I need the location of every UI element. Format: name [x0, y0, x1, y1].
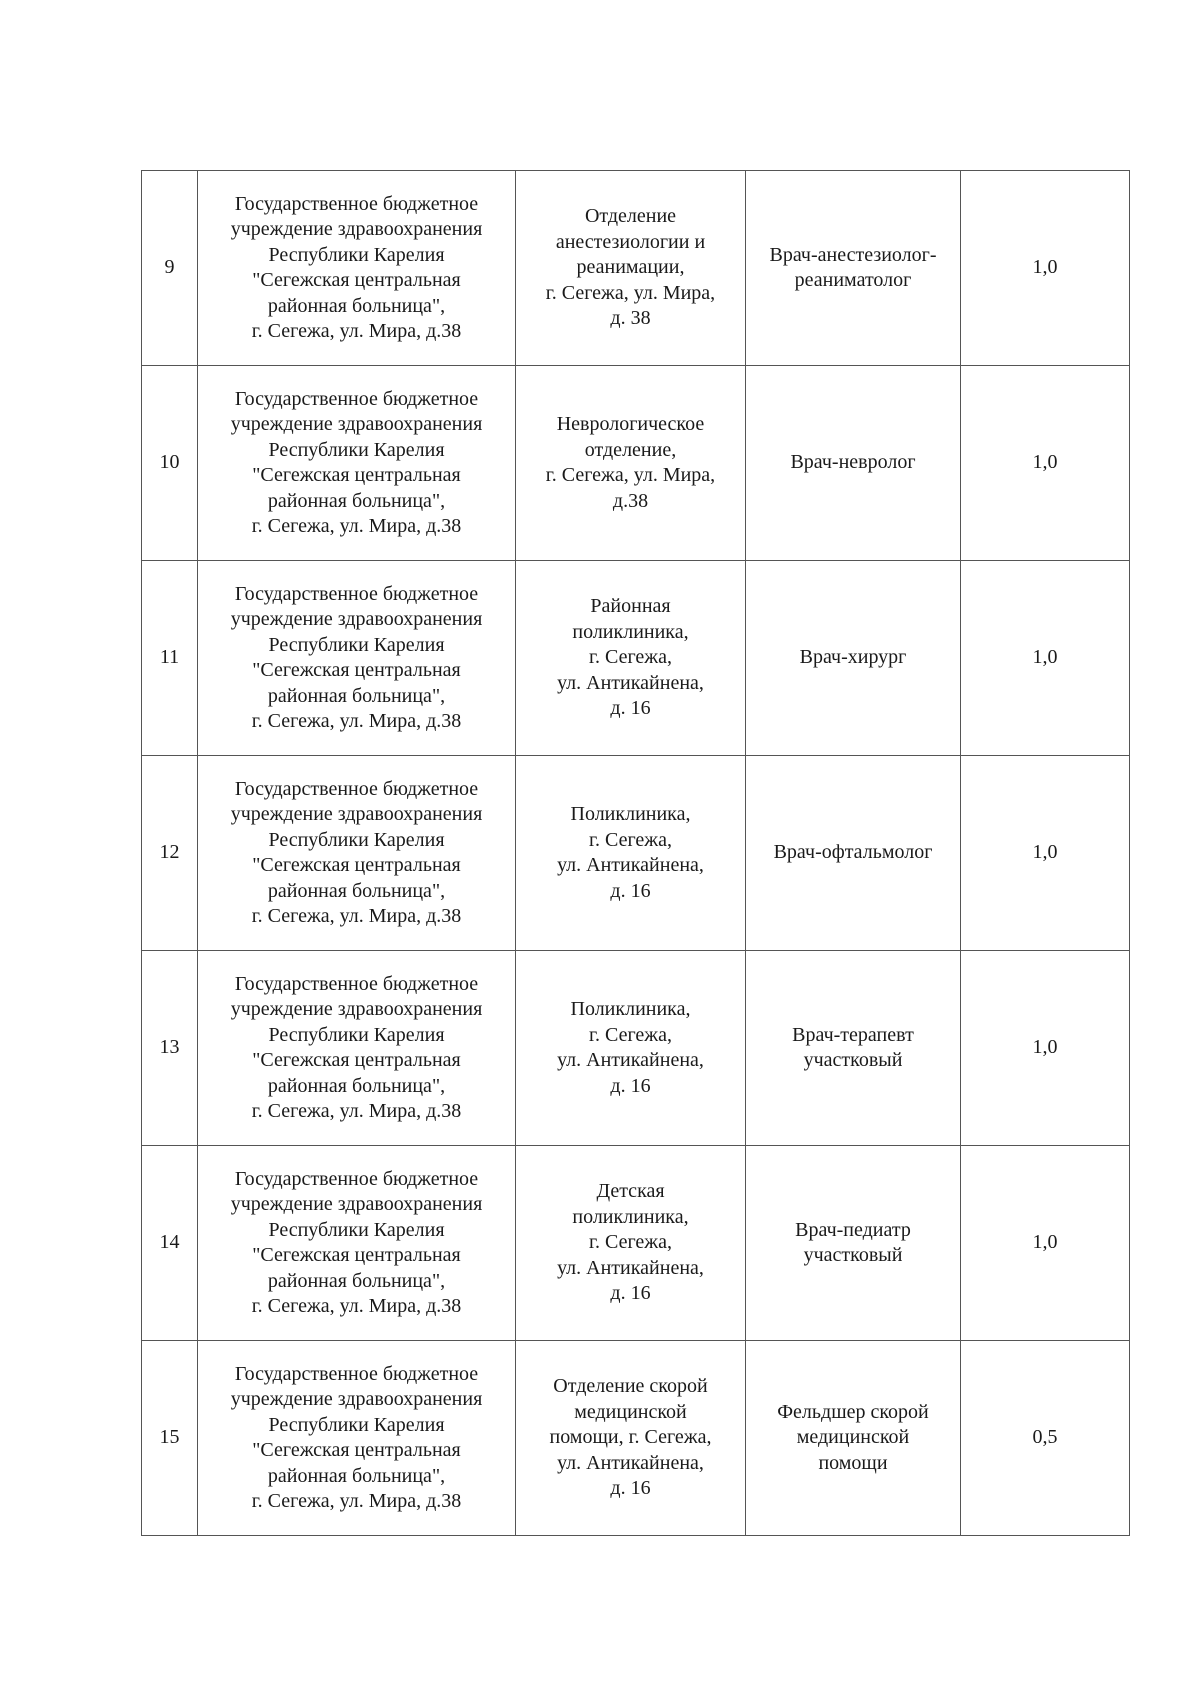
organization-cell-line: г. Сегежа, ул. Мира, д.38: [251, 710, 462, 732]
organization-cell-line: г. Сегежа, ул. Мира, д.38: [251, 1100, 462, 1122]
organization-cell-line: Республики Карелия: [268, 1413, 445, 1436]
department-cell-line: Отделение: [584, 205, 677, 228]
rate-cell: 1,0: [961, 1146, 1130, 1341]
position-cell-lines: [754, 1218, 952, 1269]
organization-cell-lines: [206, 972, 507, 1125]
department-cell-line: г. Сегежа,: [589, 828, 672, 851]
department-cell-line: ул. Антикайнена,: [557, 1256, 704, 1279]
department-cell: [516, 1341, 746, 1536]
table-body: [142, 171, 1130, 1536]
organization-cell-line: районная больница",: [267, 1464, 446, 1487]
rate-cell: 1,0: [961, 366, 1130, 561]
position-cell: [746, 1341, 961, 1536]
table-row: [142, 561, 1130, 756]
row-number-cell: 10: [142, 366, 198, 561]
department-cell-line: отделение,: [584, 438, 677, 461]
organization-cell-line: районная больница",: [267, 684, 446, 707]
organization-cell-line: "Сегежская центральная: [252, 854, 461, 876]
department-cell: [516, 951, 746, 1146]
table-row: [142, 756, 1130, 951]
organization-cell-line: "Сегежская центральная: [252, 1439, 461, 1461]
organization-cell-line: районная больница",: [267, 294, 446, 317]
department-cell-lines: [524, 412, 737, 514]
organization-cell-line: Государственное бюджетное: [234, 1362, 479, 1385]
department-cell-line: Поликлиника,: [570, 803, 691, 825]
position-cell: [746, 1146, 961, 1341]
table-row: [142, 951, 1130, 1146]
organization-cell-line: Республики Карелия: [268, 243, 445, 266]
organization-cell-lines: [206, 582, 507, 735]
vacancy-table: [141, 170, 1130, 1536]
department-cell-line: д. 16: [610, 1074, 651, 1097]
position-cell-line: участковый: [803, 1244, 903, 1266]
department-cell-lines: [524, 1179, 737, 1307]
department-cell-line: ул. Антикайнена,: [557, 1049, 704, 1071]
row-number-cell: 11: [142, 561, 198, 756]
organization-cell-line: Республики Карелия: [268, 1023, 445, 1046]
department-cell: [516, 1146, 746, 1341]
department-cell-line: г. Сегежа, ул. Мира,: [545, 281, 716, 304]
department-cell: [516, 756, 746, 951]
organization-cell: [198, 1146, 516, 1341]
organization-cell-lines: [206, 1362, 507, 1515]
organization-cell-line: г. Сегежа, ул. Мира, д.38: [251, 320, 462, 342]
row-number-cell: 12: [142, 756, 198, 951]
position-cell-lines: [754, 1400, 952, 1477]
organization-cell-line: Государственное бюджетное: [234, 777, 479, 800]
department-cell-lines: [524, 594, 737, 722]
department-cell-line: ул. Антикайнена,: [557, 854, 704, 876]
table-row: [142, 1146, 1130, 1341]
position-cell-line: Врач-педиатр: [795, 1218, 911, 1241]
rate-cell: 1,0: [961, 951, 1130, 1146]
department-cell-line: помощи, г. Сегежа,: [549, 1426, 712, 1449]
position-cell-lines: [754, 645, 952, 671]
position-cell-line: участковый: [803, 1049, 903, 1071]
organization-cell-line: г. Сегежа, ул. Мира, д.38: [251, 1295, 462, 1317]
row-number-cell: 9: [142, 171, 198, 366]
organization-cell-line: районная больница",: [267, 879, 446, 902]
department-cell-line: медицинской: [574, 1400, 687, 1423]
organization-cell: [198, 171, 516, 366]
organization-cell-line: г. Сегежа, ул. Мира, д.38: [251, 1490, 462, 1512]
department-cell-line: Неврологическое: [556, 413, 705, 435]
organization-cell-line: учреждение здравоохранения: [230, 1193, 483, 1215]
position-cell-lines: [754, 243, 952, 294]
organization-cell-line: Государственное бюджетное: [234, 192, 479, 215]
department-cell: [516, 366, 746, 561]
department-cell-lines: [524, 802, 737, 904]
position-cell-line: Фельдшер скорой: [777, 1400, 929, 1423]
department-cell-line: Районная: [590, 595, 671, 618]
department-cell-line: ул. Антикайнена,: [557, 671, 704, 694]
rate-cell: 1,0: [961, 561, 1130, 756]
organization-cell: [198, 951, 516, 1146]
organization-cell: [198, 756, 516, 951]
row-number-cell: 13: [142, 951, 198, 1146]
organization-cell-line: Государственное бюджетное: [234, 1167, 479, 1190]
position-cell-lines: [754, 840, 952, 866]
organization-cell-line: Государственное бюджетное: [234, 387, 479, 410]
organization-cell-line: районная больница",: [267, 1074, 446, 1097]
department-cell-line: д.38: [612, 489, 649, 512]
row-number-cell: 15: [142, 1341, 198, 1536]
department-cell-line: д. 16: [610, 879, 651, 902]
rate-cell: 0,5: [961, 1341, 1130, 1536]
organization-cell-line: Республики Карелия: [268, 828, 445, 851]
position-cell-lines: [754, 450, 952, 476]
organization-cell-line: г. Сегежа, ул. Мира, д.38: [251, 515, 462, 537]
organization-cell-line: учреждение здравоохранения: [230, 218, 483, 240]
organization-cell-line: районная больница",: [267, 489, 446, 512]
department-cell-line: поликлиника,: [572, 1205, 689, 1228]
department-cell: [516, 171, 746, 366]
organization-cell-lines: [206, 777, 507, 930]
department-cell-line: реанимации,: [576, 256, 685, 279]
department-cell-line: г. Сегежа,: [589, 1231, 672, 1254]
organization-cell-line: учреждение здравоохранения: [230, 803, 483, 825]
department-cell-line: д. 16: [610, 697, 651, 720]
organization-cell-line: Республики Карелия: [268, 1218, 445, 1241]
rate-cell: 1,0: [961, 171, 1130, 366]
department-cell-line: Отделение скорой: [553, 1375, 708, 1398]
organization-cell-line: районная больница",: [267, 1269, 446, 1292]
position-cell-line: Врач-невролог: [790, 451, 916, 474]
position-cell: [746, 561, 961, 756]
position-cell: [746, 366, 961, 561]
position-cell: [746, 171, 961, 366]
position-cell-line: реаниматолог: [794, 269, 912, 291]
department-cell-line: д. 16: [610, 1477, 651, 1500]
position-cell-line: Врач-офтальмолог: [773, 841, 933, 864]
organization-cell-line: учреждение здравоохранения: [230, 608, 483, 630]
organization-cell-line: Государственное бюджетное: [234, 972, 479, 995]
organization-cell-lines: [206, 387, 507, 540]
position-cell-line: медицинской: [796, 1426, 910, 1449]
department-cell-lines: [524, 1374, 737, 1502]
department-cell-line: г. Сегежа,: [589, 646, 672, 669]
organization-cell: [198, 561, 516, 756]
organization-cell-line: учреждение здравоохранения: [230, 1388, 483, 1410]
department-cell-line: Детская: [596, 1180, 665, 1203]
position-cell-line: Врач-хирург: [799, 646, 907, 669]
organization-cell: [198, 366, 516, 561]
organization-cell-line: учреждение здравоохранения: [230, 998, 483, 1020]
department-cell-lines: [524, 997, 737, 1099]
position-cell-line: Врач-терапевт: [792, 1023, 914, 1046]
organization-cell-line: "Сегежская центральная: [252, 269, 461, 291]
organization-cell-line: учреждение здравоохранения: [230, 413, 483, 435]
organization-cell-lines: [206, 1167, 507, 1320]
table-row: [142, 171, 1130, 366]
row-number-cell: 14: [142, 1146, 198, 1341]
organization-cell-line: "Сегежская центральная: [252, 464, 461, 486]
organization-cell: [198, 1341, 516, 1536]
table-row: [142, 366, 1130, 561]
position-cell: [746, 756, 961, 951]
department-cell-line: поликлиника,: [572, 620, 689, 643]
position-cell: [746, 951, 961, 1146]
organization-cell-line: г. Сегежа, ул. Мира, д.38: [251, 905, 462, 927]
department-cell-line: д. 16: [610, 1282, 651, 1305]
table-row: [142, 1341, 1130, 1536]
department-cell-line: анестезиологии и: [555, 230, 706, 253]
position-cell-lines: [754, 1023, 952, 1074]
department-cell-line: ул. Антикайнена,: [557, 1451, 704, 1474]
organization-cell-line: "Сегежская центральная: [252, 1244, 461, 1266]
department-cell-lines: [524, 204, 737, 332]
organization-cell-line: "Сегежская центральная: [252, 1049, 461, 1071]
organization-cell-line: "Сегежская центральная: [252, 659, 461, 681]
position-cell-line: Врач-анестезиолог-: [769, 243, 937, 266]
department-cell-line: г. Сегежа,: [589, 1023, 672, 1046]
organization-cell-line: Республики Карелия: [268, 633, 445, 656]
rate-cell: 1,0: [961, 756, 1130, 951]
department-cell-line: д. 38: [610, 307, 651, 330]
organization-cell-line: Республики Карелия: [268, 438, 445, 461]
organization-cell-lines: [206, 192, 507, 345]
position-cell-line: помощи: [818, 1451, 888, 1474]
department-cell-line: г. Сегежа, ул. Мира,: [545, 464, 716, 486]
organization-cell-line: Государственное бюджетное: [234, 582, 479, 605]
department-cell-line: Поликлиника,: [570, 998, 691, 1020]
department-cell: [516, 561, 746, 756]
